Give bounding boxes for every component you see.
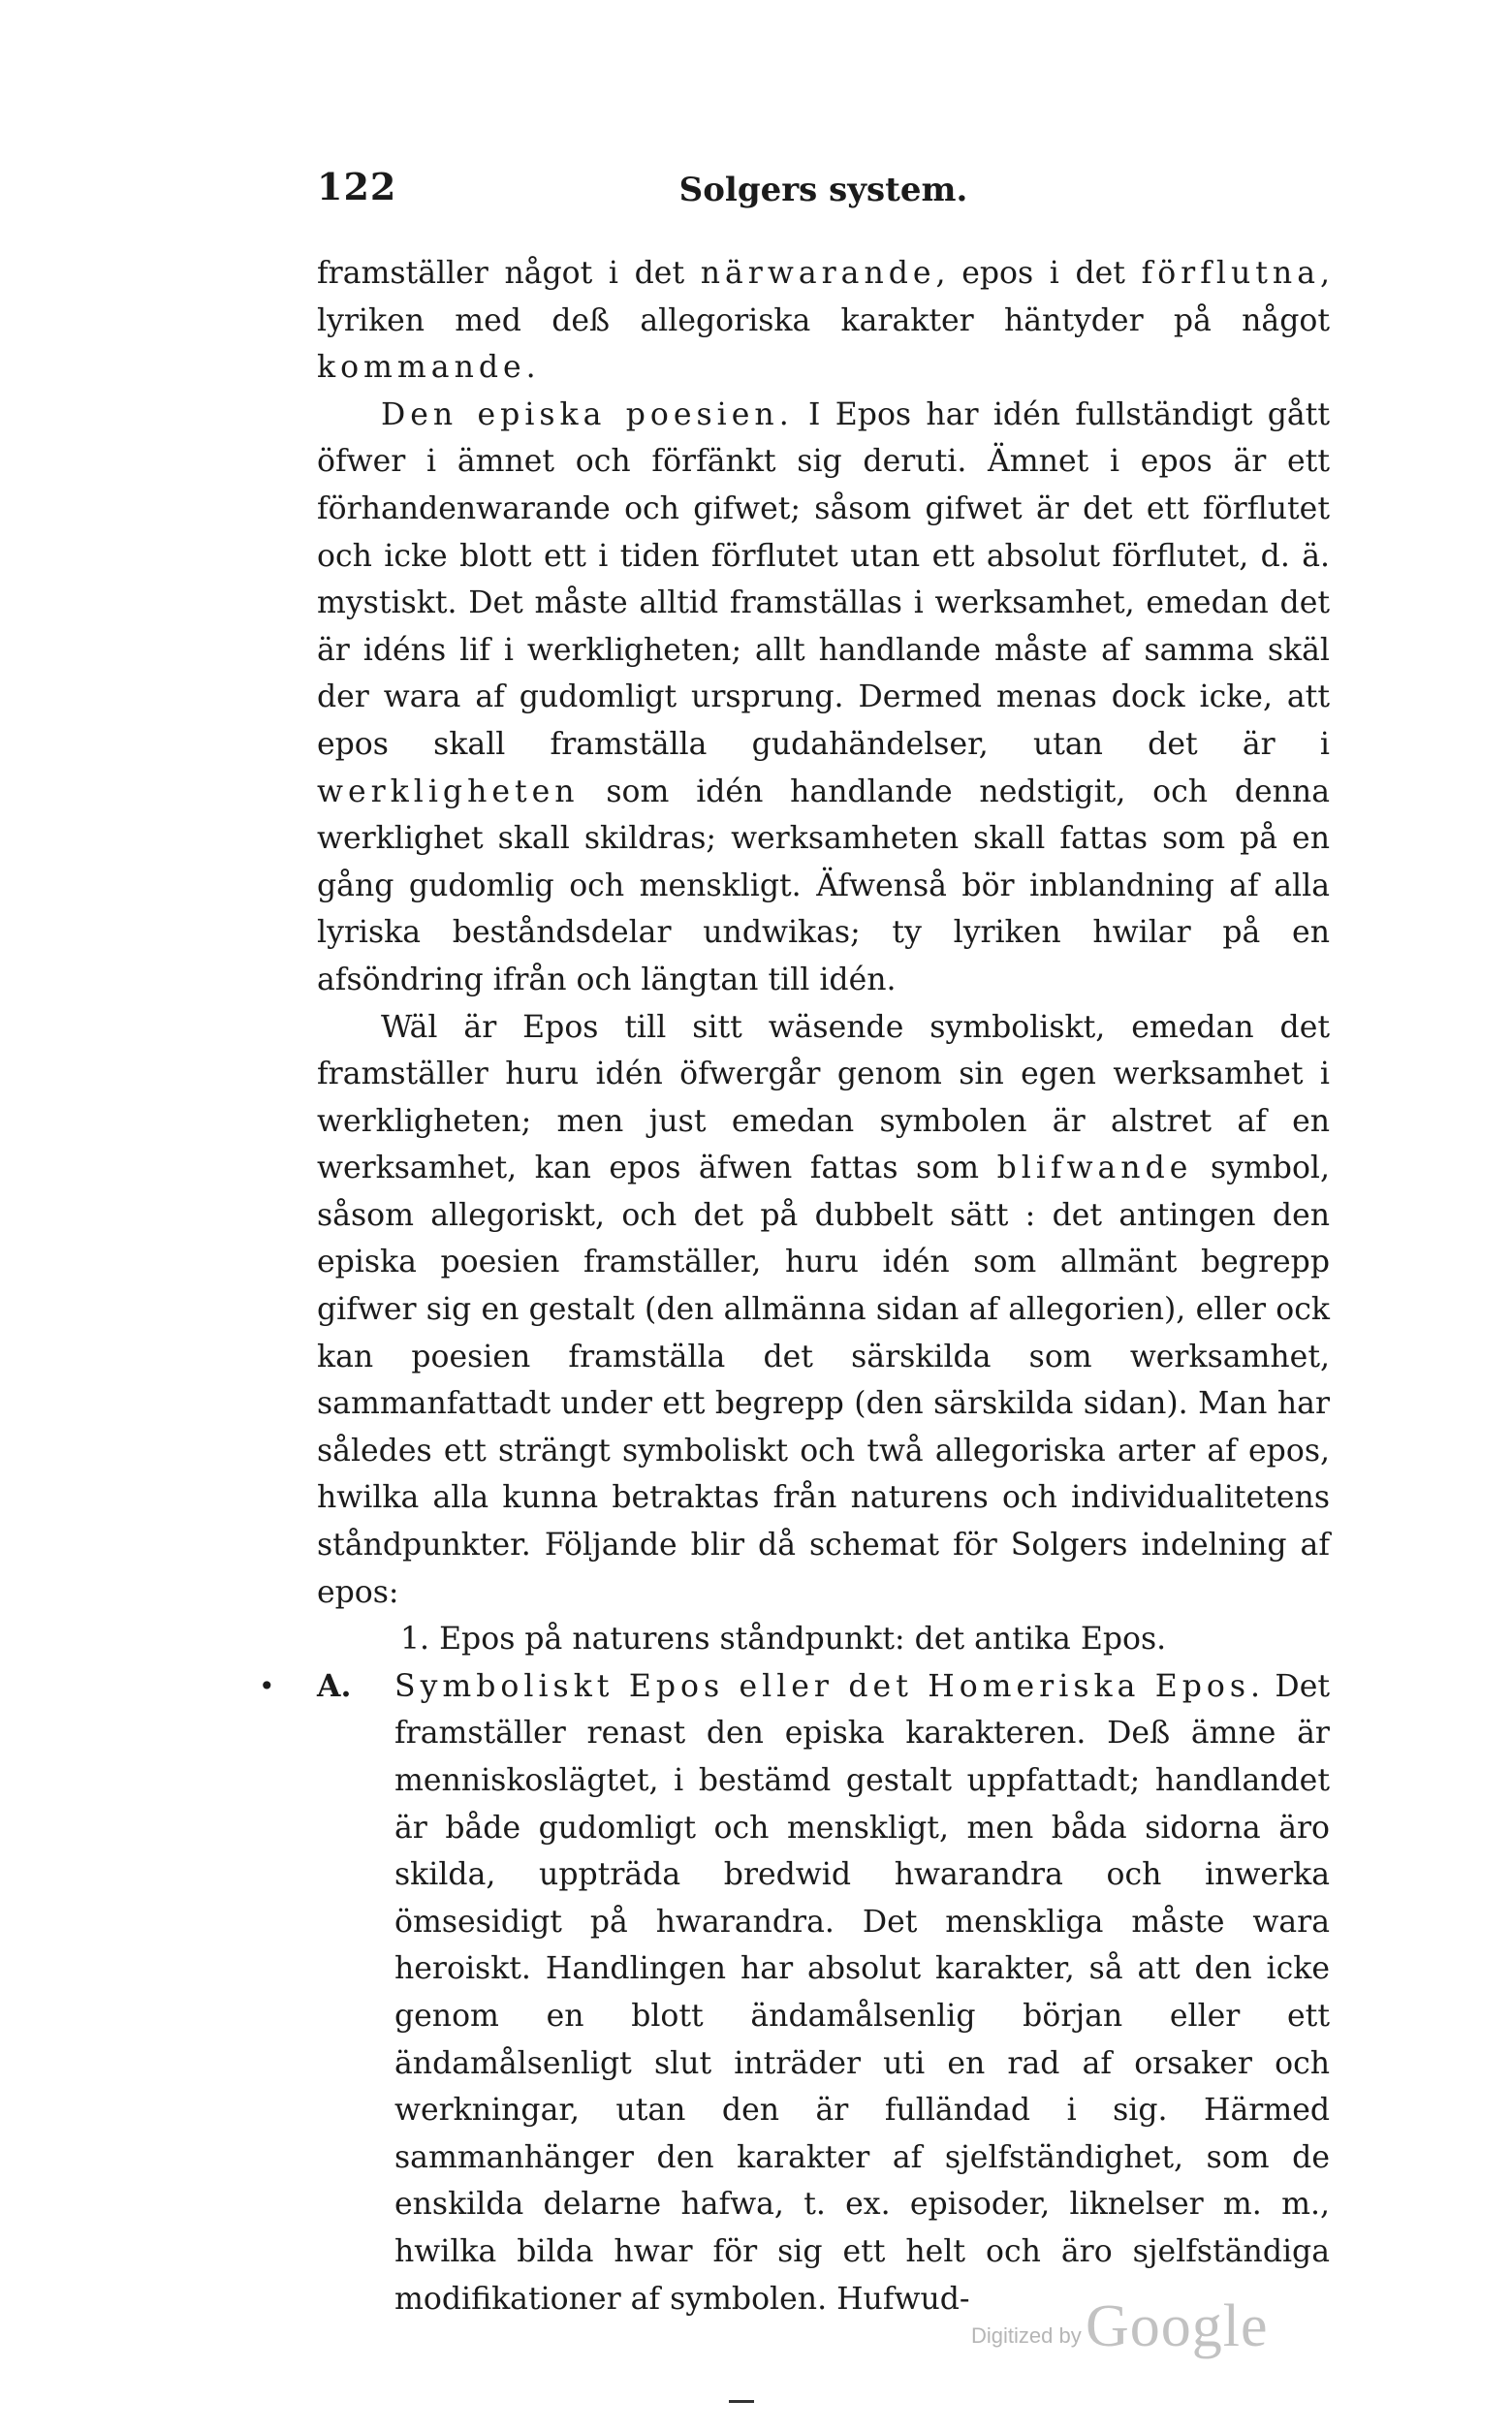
emphasis: werkligheten: [317, 774, 580, 809]
section-label: A.: [317, 1667, 352, 1704]
paragraph-3: Wäl är Epos till sitt wäsende symboliskt, emedan det framställer huru idén öfwergår genom sin egen werksamhet i werkligheten; men just emedan symbolen är alstret af en werksamhet, kan epos äfwen fattas som blifwande symbol, såsom allegoriskt, och det på dubbelt sätt : det antingen den episka poesien framställer, huru idén som allmänt begrepp gifwer sig en gestalt (den allmänna sidan af allegorien), eller ock kan poesien framställa det särskilda som werksamhet, sammanfattadt under ett begrepp (den särskilda sidan). Man har således ett strängt symboliskt och twå allegoriska arter af epos, hwilka alla kunna betraktas från naturens och individualitetens ståndpunkter. Följande blir då schemat för Solgers indelning af epos:: [317, 1009, 1331, 1610]
digitized-label: Digitized by: [971, 2323, 1082, 2348]
google-logo: Google: [1086, 2293, 1269, 2359]
running-head: Solgers system.: [678, 171, 968, 209]
emphasis: kommande: [317, 350, 526, 386]
paragraph-1: framställer något i det närwarande, epos i det förflutna, lyriken med deß allegoriska karakter häntyder på något kommande.: [317, 256, 1331, 386]
body-text: [259, 250, 1331, 2322]
section-a: • A. Symboliskt Epos eller det Homeriska Epos. Det framställer renast den episka karakteren. Deß ämne är menniskoslägtet, i bestämd gestalt uppfattadt; handlandet är både gudomligt och menskligt, men båda sidorna äro skilda, uppträda bredwid hwarandra och inwerka ömsesidigt på hwarandra. Det menskliga måste wara heroiskt. Handlingen har absolut karakter, så att den icke genom en blott ändamålsenlig början eller ett ändamålsenligt slut inträder uti en rad af orsaker och werkningar, utan den är fulländad i sig. Härmed sammanhänger den karakter af sjelfständighet, som de enskilda delarne hafwa, t. ex. episoder, liknelser m. m., hwilka bilda hwar för sig ett helt och äro sjelfständiga modifikationer af symbolen. Hufwud-: [317, 1663, 1330, 2322]
page-header: [317, 165, 1330, 223]
page-bottom-mark: [729, 2400, 754, 2403]
emphasis: blifwande: [996, 1151, 1193, 1186]
margin-mark: •: [259, 1669, 275, 1702]
list-item: 1. Epos på naturens ståndpunkt: det antika Epos.: [400, 1622, 1167, 1658]
paragraph-2: Den episka poesien. I Epos har idén fullständigt gått öfwer i ämnet och förfänkt sig deruti. Ämnet i epos är ett förhandenwarande och gifwet; såsom gifwet är det ett förflutet och icke blott ett i tiden förflutet utan ett absolut förflutet, d. ä. mystiskt. Det måste alltid framställas i werksamhet, emedan det är idéns lif i werkligheten; allt handlande måste af samma skäl der wara af gudomligt ursprung. Dermed menas dock icke, att epos skall framställa gudahändelser, utan det är i werkligheten som idén handlande nedstigit, och denna werklighet skall skildras; werksamheten skall fattas som på en gång gudomlig och menskligt. Äfwenså bör inblandning af alla lyriska beståndsdelar undwikas; ty lyriken hwilar på en afsöndring ifrån och längtan till idén.: [317, 396, 1330, 997]
section-title: Symboliskt Epos eller det Homeriska Epos.: [394, 1668, 1266, 1704]
emphasis: närwarande: [700, 256, 936, 291]
digitized-watermark: [971, 2292, 1291, 2370]
section-heading: Den episka poesien.: [381, 396, 794, 432]
page-number: 122: [317, 165, 397, 208]
emphasis: förflutna: [1141, 256, 1320, 291]
